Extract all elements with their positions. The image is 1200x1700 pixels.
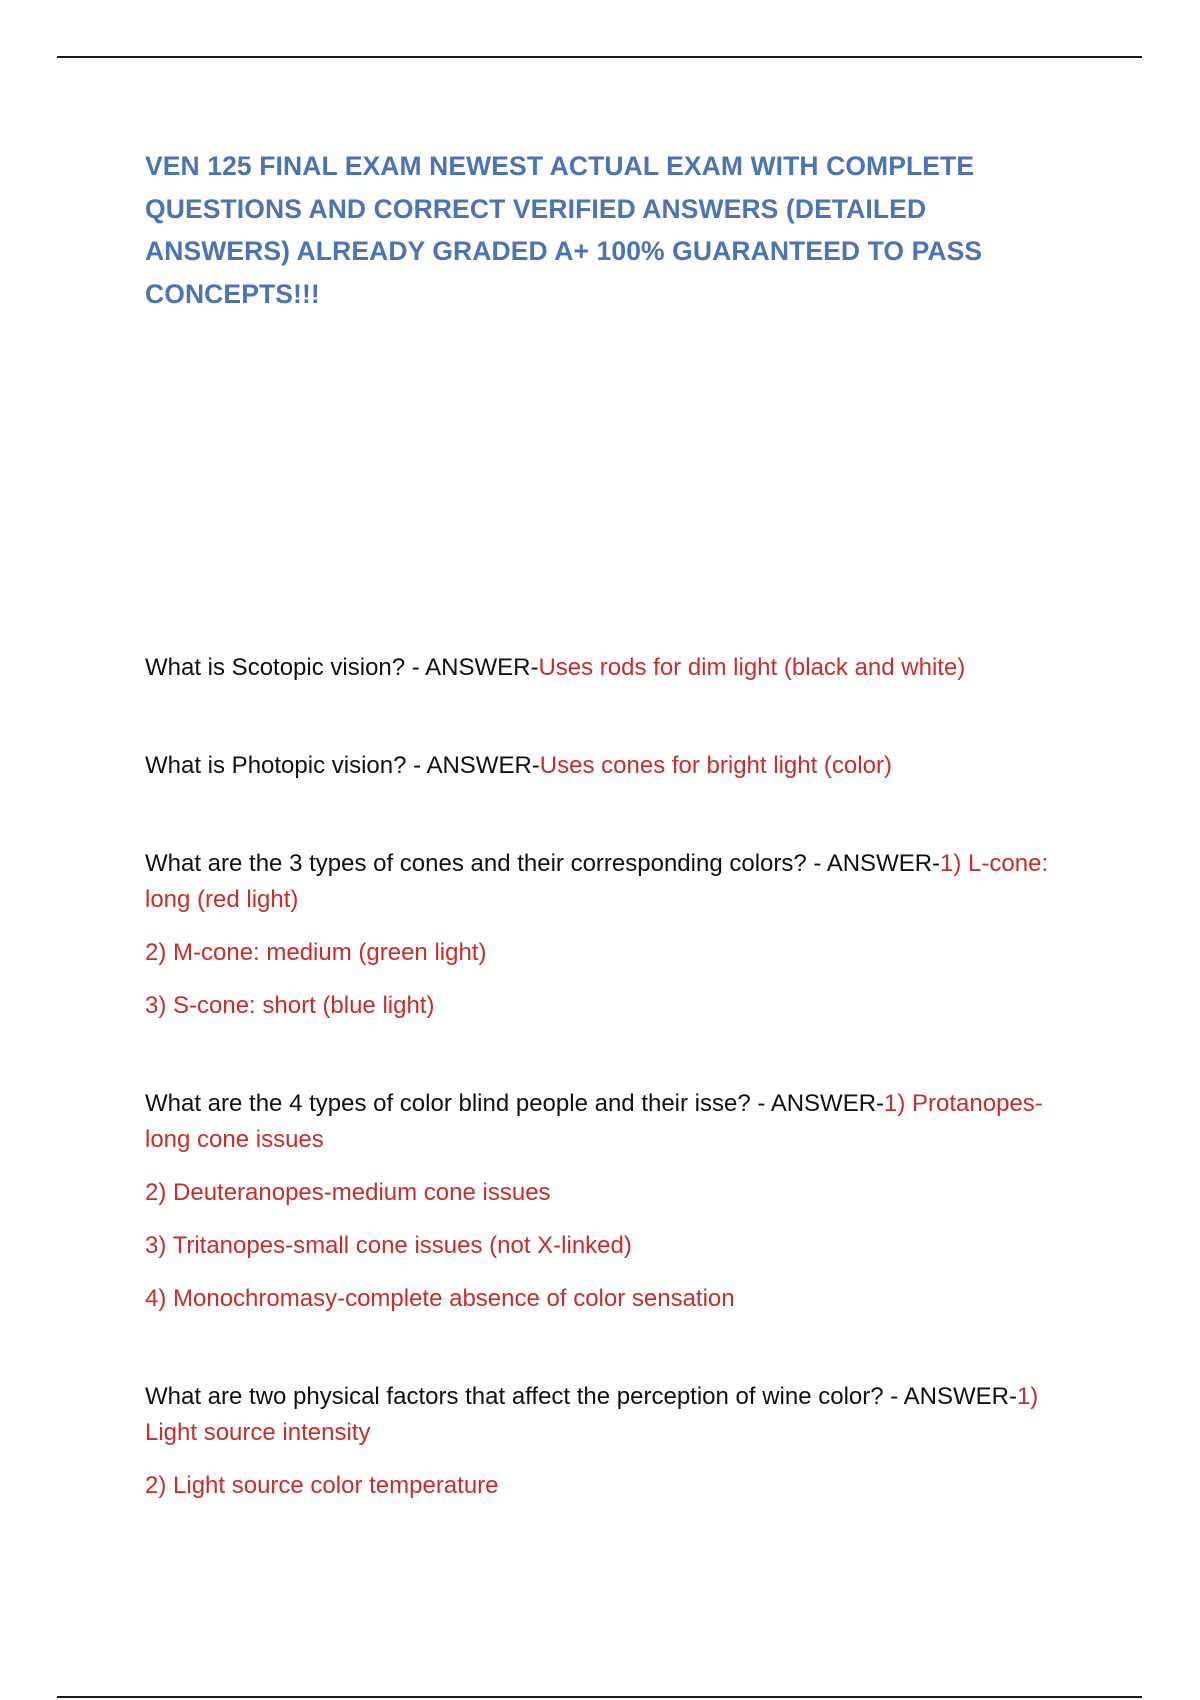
question-text: What are two physical factors that affect the perception of wine color? - ANSWER- bbox=[145, 1383, 1017, 1410]
question-text: What are the 4 types of color blind people and their isse? - ANSWER- bbox=[145, 1090, 885, 1117]
answer-text: 1) Light source intensity bbox=[145, 1383, 1039, 1446]
question-text: What are the 3 types of cones and their corresponding colors? - ANSWER- bbox=[145, 850, 941, 877]
qa-item-wine-color bbox=[145, 1379, 1065, 1504]
qa-line bbox=[145, 748, 1065, 784]
qa-line bbox=[145, 1379, 1065, 1451]
answer-text: Uses rods for dim light (black and white) bbox=[538, 654, 966, 681]
qa-item-color-blind bbox=[145, 1086, 1065, 1317]
top-rule bbox=[57, 56, 1142, 58]
qa-list bbox=[145, 650, 1065, 1504]
qa-line bbox=[145, 846, 1065, 918]
answer-extra-line: 2) Light source color temperature bbox=[145, 1472, 499, 1499]
answer-extra-line: 3) S-cone: short (blue light) bbox=[145, 992, 435, 1019]
qa-line bbox=[145, 1086, 1065, 1158]
answer-extra-line: 3) Tritanopes-small cone issues (not X-linked) bbox=[145, 1232, 632, 1259]
answer-text: Uses cones for bright light (color) bbox=[539, 752, 892, 779]
qa-item-scotopic bbox=[145, 650, 1065, 686]
question-text: What is Photopic vision? - ANSWER- bbox=[145, 752, 540, 779]
qa-item-cone-types bbox=[145, 846, 1065, 1024]
answer-extra-line: 2) Deuteranopes-medium cone issues bbox=[145, 1179, 551, 1206]
question-text: What is Scotopic vision? - ANSWER- bbox=[145, 654, 539, 681]
answer-text: 1) L-cone: long (red light) bbox=[145, 850, 1049, 913]
answer-extra-line: 4) Monochromasy-complete absence of color sensation bbox=[145, 1285, 735, 1312]
bottom-rule bbox=[57, 1696, 1142, 1698]
qa-item-photopic bbox=[145, 748, 1065, 784]
document-title: VEN 125 FINAL EXAM NEWEST ACTUAL EXAM WITH COMPLETE QUESTIONS AND CORRECT VERIFIED ANSWERS (DETAILED ANSWERS) ALREADY GRADED A+ 100% GUARANTEED TO PASS CONCEPTS!!! bbox=[145, 151, 983, 309]
answer-text: 1) Protanopes- long cone issues bbox=[145, 1090, 1043, 1153]
qa-line bbox=[145, 650, 1065, 686]
answer-extra-line: 2) M-cone: medium (green light) bbox=[145, 939, 487, 966]
